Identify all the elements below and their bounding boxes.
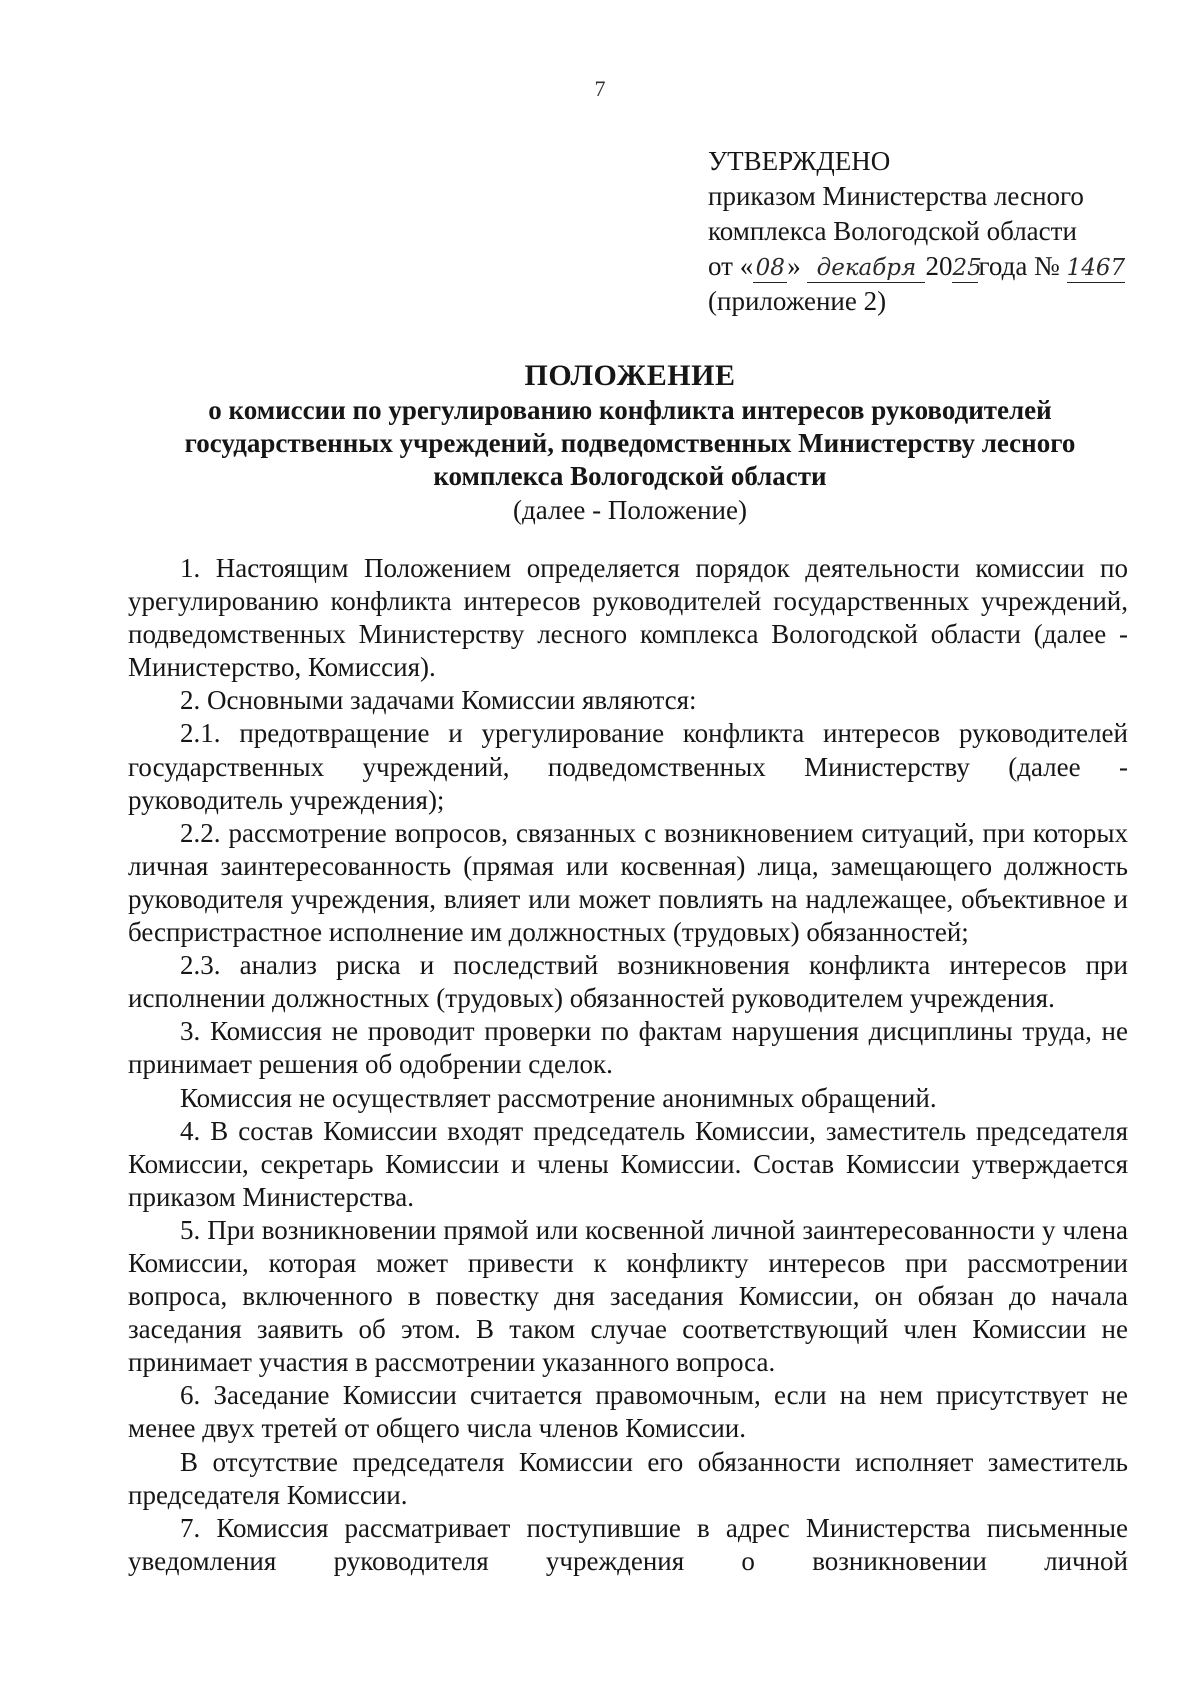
page-number: 7 <box>594 76 606 101</box>
document-subtitle: о комиссии по урегулированию конфликта интересов руководителей государственных учреждений, подведомственных Министерству лесного комплекса Вологодской области <box>184 395 1076 491</box>
approval-stamp-block <box>708 144 1148 319</box>
paragraph-4: 4. В состав Комиссии входят председатель Комиссии, заместитель председателя Комиссии, секретарь Комиссии и члены Комиссии. Состав Комиссии утверждается приказом Министерства. <box>128 1115 1128 1212</box>
paragraph-2-2: 2.2. рассмотрение вопросов, связанных с возникновением ситуаций, при которых личная заинтересованность (прямая или косвенная) лица, замещающего должность руководителя учреждения, влияет или может повлиять на надлежащее, объективное и беспристрастное исполнение им должностных (трудовых) обязанностей; <box>128 817 1128 948</box>
date-prefix: от « <box>708 251 754 281</box>
approval-heading: УТВЕРЖДЕНО <box>708 146 891 176</box>
document-abbreviation: (далее - Положение) <box>513 495 747 525</box>
approval-appendix: (приложение 2) <box>708 286 887 316</box>
approval-line-2: комплекса Вологодской области <box>708 216 1077 246</box>
handwritten-month: декабря <box>807 254 925 283</box>
paragraph-5: 5. При возникновении прямой или косвенной личной заинтересованности у члена Комиссии, которая может привести к конфликту интересов при рассмотрении вопроса, включенного в повестку дня заседания Комиссии, он обязан до начала заседания заявить об этом. В таком случае соответствующий член Комиссии не принимает участия в рассмотрении указанного вопроса. <box>128 1214 1128 1378</box>
document-title-block <box>150 358 1110 527</box>
date-mid: » <box>787 251 801 281</box>
paragraph-2-3: 2.3. анализ риска и последствий возникновения конфликта интересов при исполнении должностных (трудовых) обязанностей руководителем учреждения. <box>128 950 1128 1014</box>
paragraph-6-note: В отсутствие председателя Комиссии его обязанности исполняет заместитель председателя Комиссии. <box>128 1446 1128 1510</box>
paragraph-6: 6. Заседание Комиссии считается правомочным, если на нем присутствует не менее двух третей от общего числа членов Комиссии. <box>128 1380 1128 1444</box>
paragraph-2-1: 2.1. предотвращение и урегулирование конфликта интересов руководителей государственных учреждений, подведомственных Министерству (далее - руководитель учреждения); <box>128 718 1128 815</box>
paragraph-2: 2. Основными задачами Комиссии являются: <box>180 685 697 716</box>
paragraph-7: 7. Комиссия рассматривает поступившие в адрес Министерства письменные уведомления руководителя учреждения о возникновении личной <box>128 1512 1128 1576</box>
handwritten-order-number: 1467 <box>1066 255 1126 281</box>
approval-date-line <box>708 249 1148 284</box>
paragraph-3: 3. Комиссия не проводит проверки по фактам нарушения дисциплины труда, не принимает решения об одобрении сделок. <box>128 1016 1128 1080</box>
year-prefix: 20 <box>925 251 953 281</box>
handwritten-year: 25 <box>952 255 982 281</box>
handwritten-day: 08 <box>753 254 787 283</box>
document-body <box>128 552 1128 1578</box>
document-title: ПОЛОЖЕНИЕ <box>524 359 736 392</box>
year-word: года № <box>978 251 1060 281</box>
paragraph-3-note: Комиссия не осуществляет рассмотрение анонимных обращений. <box>180 1082 937 1113</box>
paragraph-1: 1. Настоящим Положением определяется порядок деятельности комиссии по урегулированию конфликта интересов руководителей государственных учреждений, подведомственных Министерству лесного комплекса Вологодской области (далее - Министерство, Комиссия). <box>128 553 1128 683</box>
approval-line-1: приказом Министерства лесного <box>708 181 1084 211</box>
